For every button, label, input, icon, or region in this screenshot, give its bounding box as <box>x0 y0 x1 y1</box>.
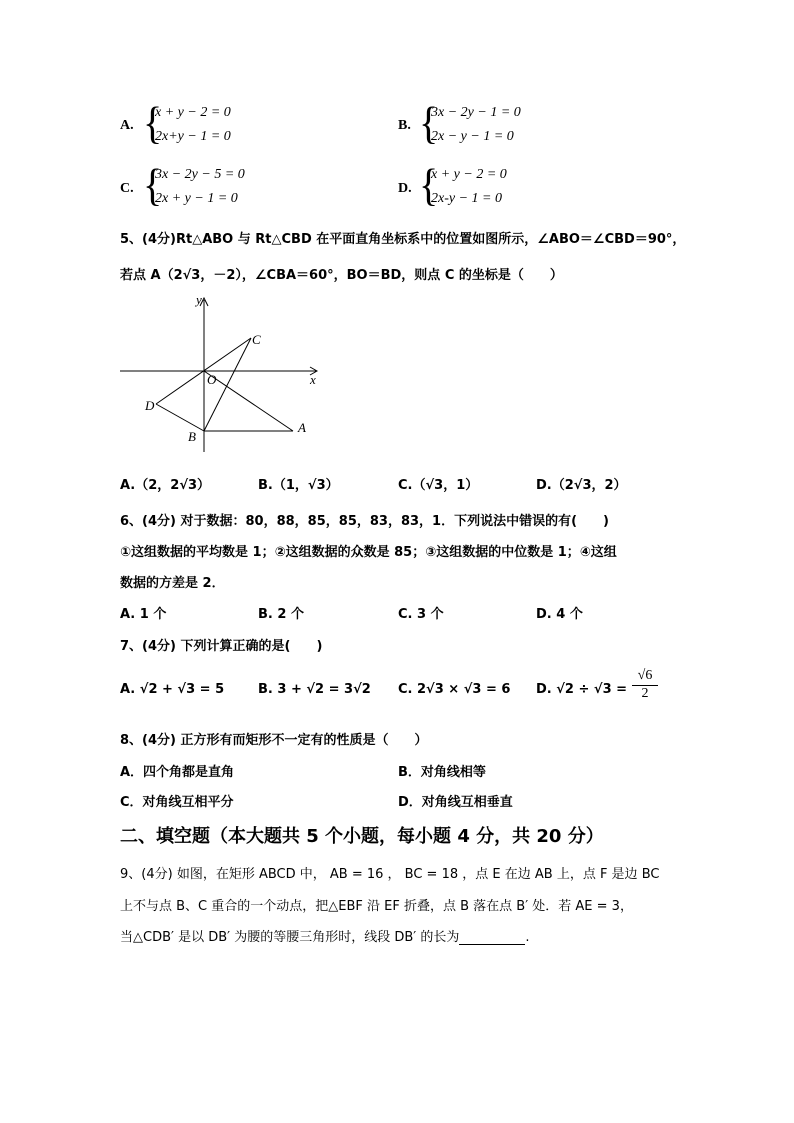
q8-option-d: D．对角线互相垂直 <box>398 795 513 810</box>
q7-option-c: C. 2√3 × √3 = 6 <box>398 682 511 697</box>
brace-icon: { <box>419 158 439 211</box>
equation-system <box>419 96 549 153</box>
label-d: D <box>145 398 155 413</box>
q9-stem-line3 <box>120 926 530 945</box>
equation: 2x − y − 1 = 0 <box>431 129 514 144</box>
segment-db <box>156 404 204 431</box>
brace-icon: { <box>143 96 163 149</box>
q6-stem-line3: 数据的方差是 2． <box>120 576 225 591</box>
q8-option-c: C．对角线互相平分 <box>120 795 234 810</box>
option-label: D. <box>398 181 412 196</box>
q9-stem-line2: 上不与点 B、C 重合的一个动点，把△EBF 沿 EF 折叠，点 B 落在点 B′ 处．若 AE = 3， <box>120 899 633 914</box>
q6-option-d: D. 4 个 <box>536 607 583 622</box>
equation-system <box>143 96 263 153</box>
equation: 3x − 2y − 5 = 0 <box>155 167 245 182</box>
q9-stem-line3-text: 当△CDB′ 是以 DB′ 为腰的等腰三角形时，线段 DB′ 的长为 <box>120 930 460 945</box>
q5-option-c: C.（√3，1） <box>398 478 479 493</box>
label-c: C <box>252 332 261 347</box>
q7-option-d-fraction <box>632 668 658 702</box>
q7-option-b: B. 3 + √2 = 3√2 <box>258 682 371 697</box>
q6-option-a: A. 1 个 <box>120 607 167 622</box>
q6-stem-line2: ①这组数据的平均数是 1；②这组数据的众数是 85；③这组数据的中位数是 1；④这组 <box>120 545 617 560</box>
q5-option-b: B.（1，√3） <box>258 478 339 493</box>
q9-stem-line1: 9、(4分) 如图，在矩形 ABCD 中， AB = 16 ， BC = 18 ，点 E 在边 AB 上，点 F 是边 BC <box>120 867 660 882</box>
equation-system <box>419 158 549 215</box>
q5-stem-line1: 5、(4分)Rt△ABO 与 Rt△CBD 在平面直角坐标系中的位置如图所示，∠ABO＝∠CBD＝90°， <box>120 232 686 247</box>
q5-figure <box>118 292 328 454</box>
q6-stem-line1: 6、(4分) 对于数据：80，88，85，85，83，83，1．下列说法中错误的有( ) <box>120 514 609 529</box>
q9-period: . <box>525 930 530 945</box>
option-label: B. <box>398 118 411 133</box>
equation: 2x + y − 1 = 0 <box>155 191 238 206</box>
equation: x + y − 2 = 0 <box>155 105 231 120</box>
q7-stem: 7、(4分) 下列计算正确的是( ) <box>120 639 323 654</box>
brace-icon: { <box>419 96 439 149</box>
fraction-numerator: √6 <box>632 668 658 686</box>
q5-stem-line2: 若点 A（2√3，－2），∠CBA＝60°，BO＝BD，则点 C 的坐标是（ ） <box>120 268 563 283</box>
answer-blank[interactable] <box>459 930 525 945</box>
option-label: A. <box>120 118 134 133</box>
equation: x + y − 2 = 0 <box>431 167 507 182</box>
equation: 2x+y − 1 = 0 <box>155 129 231 144</box>
q6-option-c: C. 3 个 <box>398 607 444 622</box>
q7-option-a: A. √2 + √3 = 5 <box>120 682 225 697</box>
q5-option-a: A.（2，2√3） <box>120 478 211 493</box>
segment-oa <box>204 371 293 431</box>
q5-option-d: D.（2√3，2） <box>536 478 627 493</box>
q7-option-d: D. √2 ÷ √3 = <box>536 682 628 697</box>
label-y: y <box>196 292 202 307</box>
q8-stem: 8、(4分) 正方形有而矩形不一定有的性质是（ ） <box>120 733 428 748</box>
label-b: B <box>188 429 196 444</box>
fraction-denominator: 2 <box>641 686 649 701</box>
option-label: C. <box>120 181 134 196</box>
brace-icon: { <box>143 158 163 211</box>
q6-option-b: B. 2 个 <box>258 607 304 622</box>
label-x: x <box>310 372 316 387</box>
label-o: O <box>207 372 217 387</box>
equation: 3x − 2y − 1 = 0 <box>431 105 521 120</box>
label-a: A <box>298 420 306 435</box>
equation: 2x-y − 1 = 0 <box>431 191 502 206</box>
section-title: 二、填空题（本大题共 5 个小题，每小题 4 分，共 20 分） <box>120 826 604 847</box>
q8-option-a: A．四个角都是直角 <box>120 765 235 780</box>
equation-system <box>143 158 273 215</box>
q8-option-b: B．对角线相等 <box>398 765 486 780</box>
